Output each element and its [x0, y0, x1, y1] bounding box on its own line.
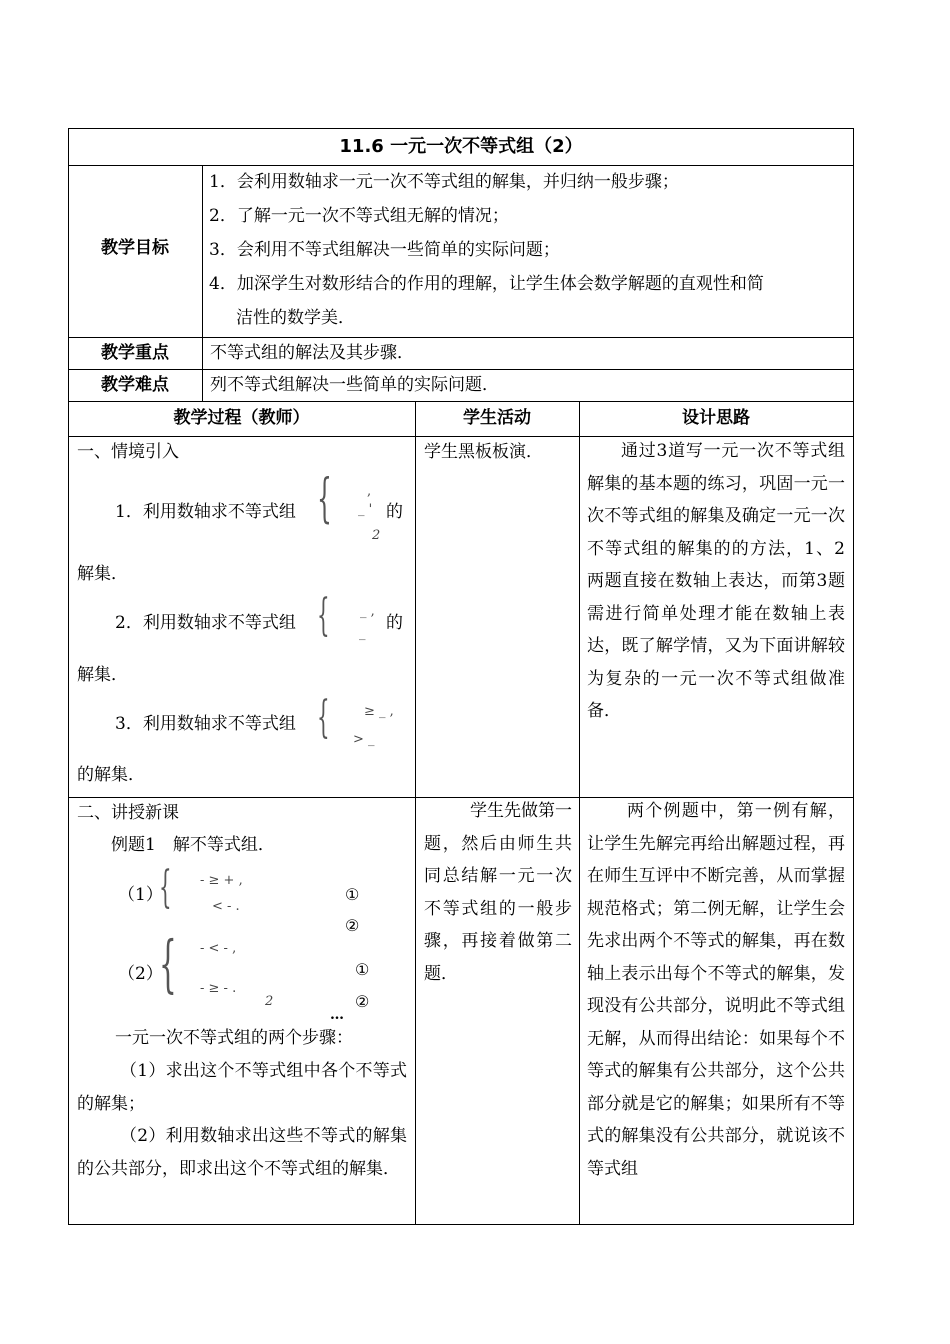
section-heading: 二、讲授新课: [77, 803, 179, 823]
faint-formula: - ≥ - .: [200, 981, 237, 996]
faint-formula: ≥ _ ,: [364, 704, 394, 719]
col-header-design: 设计思路: [682, 408, 750, 428]
student-activity-2: 学生先做第一题，然后由师生共同总结解一元一次不等式组的一般步骤，再接着做第二题．: [424, 801, 572, 984]
faint-formula: _ ,: [360, 604, 375, 619]
table-border-top: [68, 128, 854, 129]
exercise-2-tail: 的: [386, 613, 403, 633]
brace-symbol: {: [317, 469, 332, 529]
equation-marker: ②: [355, 992, 370, 1011]
faint-formula: - < - ,: [200, 941, 237, 956]
table-border-bottom: [68, 1224, 854, 1225]
faint-formula: ,: [367, 484, 372, 499]
faint-formula: 2: [265, 994, 274, 1009]
page-title: 11.6 一元一次不等式组（2）: [339, 136, 583, 157]
label-col-divider: [202, 165, 203, 401]
student-activity-1: 学生黑板板演．: [424, 442, 543, 462]
exercise-2: 2．利用数轴求不等式组: [115, 613, 296, 633]
lesson-plan-table: [68, 128, 854, 1225]
col-divider: [415, 401, 416, 1224]
section-heading: 一、情境引入: [77, 442, 179, 462]
brace-symbol: {: [159, 927, 177, 1000]
faint-formula: _ ': [358, 502, 373, 517]
equation-marker: ①: [355, 960, 370, 979]
exercise-2-end: 解集．: [77, 665, 128, 685]
difficulty-text: 列不等式组解决一些简单的实际问题．: [210, 375, 499, 395]
design-notes-2: 两个例题中，第一例有解，让学生先解完再给出解题过程，再在师生互评中不断完善，从而掌握规范格式；第二例无解，让学生会先求出两个不等式的解集，再在数轴上表示出每个不等式的解集，发现没有公共部分，说明此不等式组无解，从而得出结论：如果每个不等式的解集有公共部分，这个公共部分就是它的解集；如果所有不等式的解集没有公共部分，就说该不等式组: [587, 801, 845, 1179]
problem-1-label: （1）: [118, 885, 163, 905]
objective-item: 2．了解一元一次不等式组无解的情况；: [209, 206, 509, 226]
table-border-right: [853, 128, 854, 1225]
difficulty-label: 教学难点: [101, 375, 169, 395]
step-2: （2）利用数轴求出这些不等式的解集的公共部分，即求出这个不等式组的解集．: [77, 1126, 407, 1179]
ellipsis-mark: …: [330, 1007, 344, 1023]
equation-marker: ①: [345, 885, 360, 904]
step-1: （1）求出这个不等式组中各个不等式的解集；: [77, 1061, 407, 1114]
table-border-left: [68, 128, 69, 1225]
equation-marker: ②: [345, 916, 360, 935]
exercise-1-tail: 的: [386, 502, 403, 522]
col-header-teacher: 教学过程（教师）: [173, 408, 310, 428]
exercise-3-end: 的解集．: [77, 765, 145, 785]
objective-item: 4．加深学生对数形结合的作用的理解，让学生体会数学解题的直观性和简: [209, 274, 764, 294]
objectives-label: 教学目标: [101, 238, 169, 258]
exercise-3: 3．利用数轴求不等式组: [115, 714, 296, 734]
objective-item: 洁性的数学美．: [236, 308, 355, 328]
brace-symbol: {: [317, 692, 330, 743]
faint-formula: 2: [372, 528, 381, 543]
objective-item: 3．会利用不等式组解决一些简单的实际问题；: [209, 240, 560, 260]
faint-formula: _: [359, 626, 366, 641]
faint-formula: - ≥ + ,: [200, 873, 243, 888]
design-notes-1: 通过3道写一元一次不等式组解集的基本题的练习，巩固一元一次不等式组的解集及确定一元一次不等式组的解集的的方法，1、2两题直接在数轴上表达，而第3题需进行简单处理才能在数轴上表达，既了解学情，又为下面讲解较为复杂的一元一次不等式组做准备．: [587, 441, 845, 721]
faint-formula: > _: [353, 732, 375, 747]
key-point-text: 不等式组的解法及其步骤．: [210, 343, 414, 363]
exercise-1-end: 解集．: [77, 564, 128, 584]
exercise-1: 1．利用数轴求不等式组: [115, 502, 296, 522]
brace-symbol: {: [159, 862, 172, 913]
steps-title: 一元一次不等式组的两个步骤：: [115, 1028, 353, 1048]
example-title: 例题1 解不等式组．: [111, 835, 275, 855]
faint-formula: < - .: [212, 899, 240, 914]
col-divider: [579, 401, 580, 1224]
objective-item: 1．会利用数轴求一元一次不等式组的解集，并归纳一般步骤；: [209, 172, 679, 192]
col-header-student: 学生活动: [463, 408, 531, 428]
problem-2-label: （2）: [118, 964, 163, 984]
key-point-label: 教学重点: [101, 343, 169, 363]
brace-symbol: {: [317, 590, 330, 641]
